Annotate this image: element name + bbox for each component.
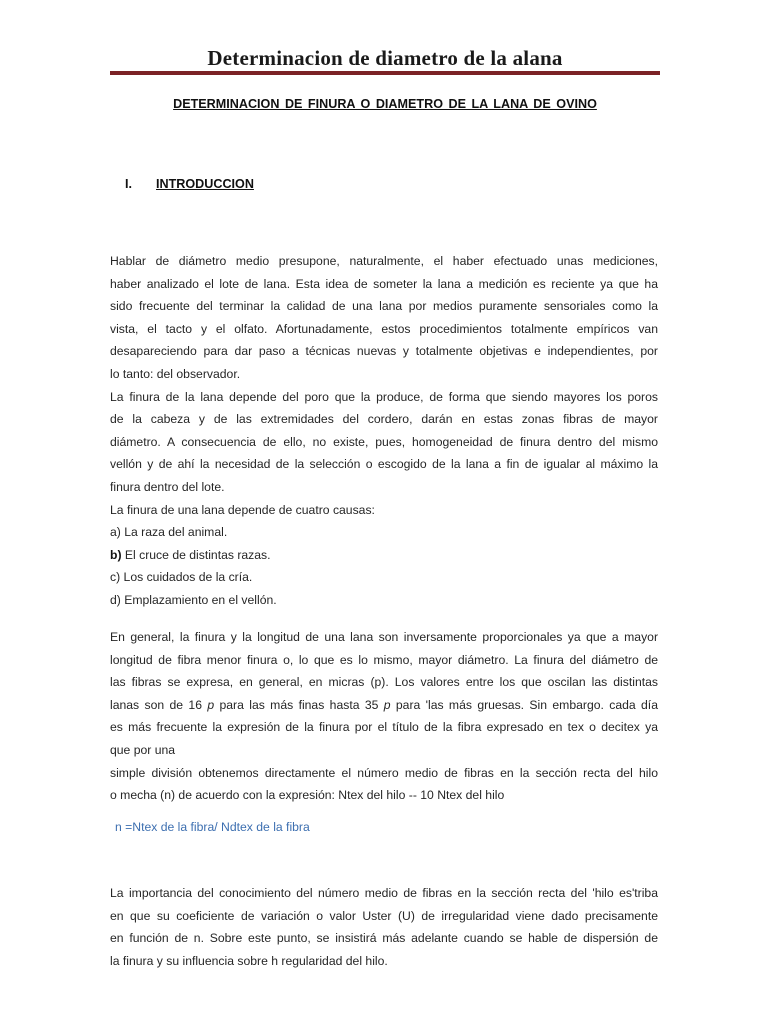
header-rule: [110, 71, 660, 75]
list-marker: d): [110, 592, 121, 607]
list-text: Los cuidados de la cría.: [120, 570, 253, 585]
paragraph-line: sido frecuente del terminar la calidad de una lana por medios puramente sensoriales como la: [110, 299, 658, 314]
list-item: [110, 589, 658, 612]
paragraph-line: en que su coeficiente de variación o valor Uster (U) de irregularidad viene dado precisamente: [110, 908, 658, 923]
paragraph-line: la finura y su influencia sobre h regularidad del hilo.: [110, 953, 388, 968]
paragraph-line: longitud de fibra menor finura o, lo que es lo mismo, mayor diámetro. La finura del diámetro de: [110, 652, 658, 667]
page-header-title: Determinacion de diametro de la alana: [207, 46, 563, 70]
finura-paragraph: [110, 626, 658, 807]
paragraph-line: diámetro. A consecuencia de ello, no existe, pues, homogeneidad de finura dentro del mismo: [110, 434, 658, 449]
list-marker: a): [110, 525, 121, 540]
paragraph-line: [110, 694, 658, 717]
intro-paragraphs: [110, 250, 658, 612]
document-title: DETERMINACION DE FINURA O DIAMETRO DE LA LANA DE OVINO: [173, 97, 597, 111]
text-run: lanas son de 16: [110, 697, 208, 712]
paragraph-line: es más frecuente la expresión de la finura por el título de la fibra expresado en tex o decitex ya: [110, 720, 658, 735]
list-item: [110, 566, 658, 589]
list-item: [110, 521, 658, 544]
paragraph-line: vista, el tacto y el olfato. Afortunadamente, estos procedimientos totalmente empíricos van: [110, 321, 658, 336]
micron-symbol: p: [207, 697, 215, 712]
importance-paragraph: [110, 882, 658, 972]
paragraph-line: La finura de la lana depende del poro que la produce, de forma que siendo mayores los poros: [110, 389, 658, 404]
formula: n =Ntex de la fibra/ Ndtex de la fibra: [115, 820, 310, 834]
text-run: para 'las más gruesas. Sin embargo. cada día: [390, 697, 658, 712]
text-run: para las más finas hasta 35: [214, 697, 384, 712]
paragraph-line: En general, la finura y la longitud de una lana son inversamente proporcionales ya que a mayor: [110, 630, 658, 644]
causes-intro: La finura de una lana depende de cuatro causas:: [110, 502, 375, 517]
list-text: El cruce de distintas razas.: [121, 547, 271, 562]
section-heading: [125, 177, 254, 191]
list-text: La raza del animal.: [120, 525, 228, 540]
paragraph-line: simple división obtenemos directamente el número medio de fibras en la sección recta del hilo: [110, 765, 658, 780]
paragraph-line: lo tanto: del observador.: [110, 366, 241, 381]
paragraph-line: haber analizado el lote de lana. Esta idea de someter la lana a medición es reciente ya que ha: [110, 276, 658, 291]
list-text: Emplazamiento en el vellón.: [120, 592, 277, 607]
section-number: I.: [125, 177, 132, 191]
paragraph-line: finura dentro del lote.: [110, 479, 225, 494]
list-marker: b): [110, 547, 122, 562]
paragraph-line: en función de n. Sobre este punto, se insistirá más adelante cuando se hable de dispersión de: [110, 931, 658, 946]
paragraph-line: desapareciendo para dar paso a técnicas nuevas y totalmente objetivas e independientes, por: [110, 344, 658, 359]
paragraph-line: o mecha (n) de acuerdo con la expresión: Ntex del hilo -- 10 Ntex del hilo: [110, 788, 505, 803]
list-marker: c): [110, 570, 121, 585]
paragraph-line: Hablar de diámetro medio presupone, naturalmente, el haber efectuado unas mediciones,: [110, 254, 658, 268]
paragraph-line: las fibras se expresa, en general, en micras (p). Los valores entre los que oscilan las distintas: [110, 675, 658, 690]
paragraph-line: de la cabeza y de las extremidades del cordero, darán en estas zonas fibras de mayor: [110, 412, 658, 427]
paragraph-line: La importancia del conocimiento del número medio de fibras en la sección recta del 'hilo es'triba: [110, 886, 658, 900]
list-item: [110, 544, 658, 567]
paragraph-line: vellón y de ahí la necesidad de la selección o escogido de la lana a fin de igualar al máximo la: [110, 457, 658, 472]
paragraph-line: que por una: [110, 742, 176, 757]
section-title: INTRODUCCION: [156, 177, 254, 191]
micron-symbol: p: [383, 697, 391, 712]
